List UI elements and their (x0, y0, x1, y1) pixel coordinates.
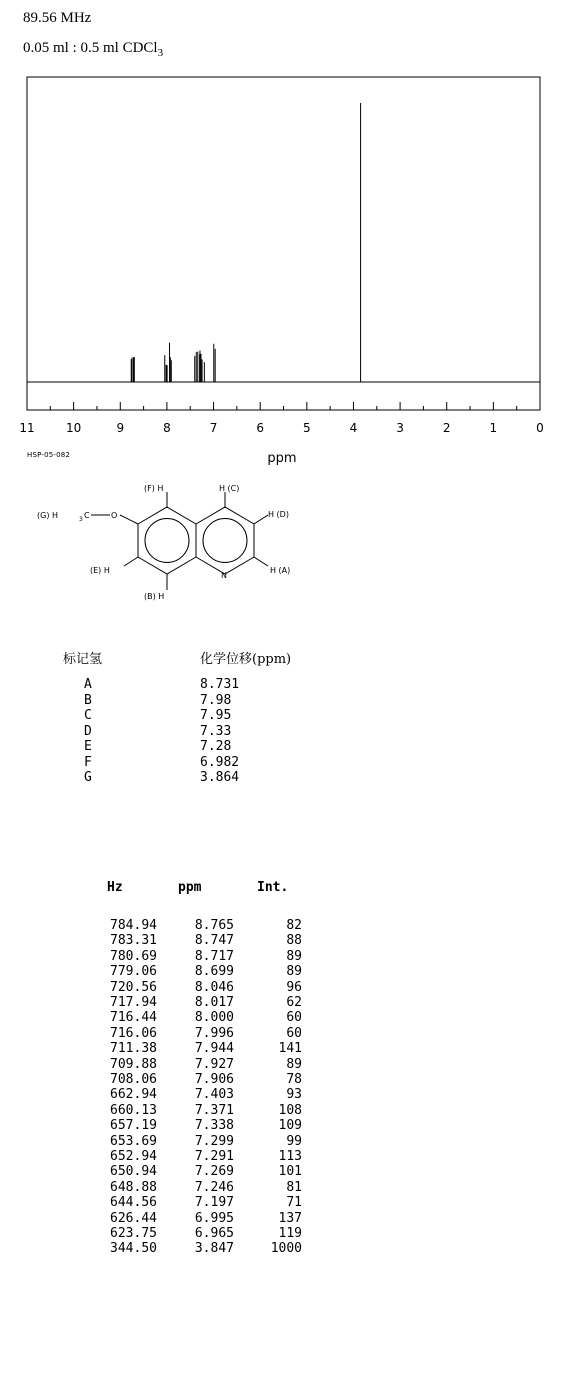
peak-ppm: 7.197 (194, 1195, 234, 1211)
assignment-header-shift: 化学位移(ppm) (200, 652, 292, 667)
benzene-ring (138, 507, 196, 574)
peak-ppm: 6.965 (194, 1226, 234, 1241)
label-n: N (221, 571, 227, 580)
table-row (0, 1226, 570, 1241)
peak-hz: 653.69 (110, 1133, 157, 1149)
table-row (0, 1087, 570, 1102)
table-row (0, 770, 570, 786)
peak-hz: 623.75 (110, 1226, 157, 1241)
x-tick-label: 5 (302, 421, 311, 435)
table-row (0, 1057, 570, 1072)
label-e: (E) H (90, 566, 110, 575)
table-row (0, 995, 570, 1010)
peak-ppm: 8.717 (194, 948, 234, 964)
hydrogen-label: E (84, 739, 92, 754)
peak-ppm: 7.246 (194, 1179, 234, 1195)
peaks-group (27, 103, 540, 382)
table-row (0, 708, 570, 724)
peak-hz: 709.88 (110, 1056, 157, 1072)
hydrogen-label: G (84, 770, 92, 785)
peak-ppm: 7.906 (194, 1072, 234, 1087)
peak-header-hz: Hz (107, 880, 123, 895)
label-c: H (C) (219, 484, 240, 493)
table-row (0, 1118, 570, 1133)
peak-hz: 660.13 (110, 1102, 157, 1118)
solvent-label (23, 40, 163, 59)
x-tick-label: 10 (65, 421, 82, 435)
peak-ppm: 7.944 (194, 1041, 234, 1057)
label-b: (B) H (144, 592, 165, 601)
molecule-structure (0, 478, 330, 638)
peak-intensity: 101 (278, 1164, 302, 1180)
peak-intensity: 113 (278, 1149, 302, 1164)
x-tick-label: 4 (349, 421, 358, 435)
peak-header-ppm: ppm (178, 880, 202, 895)
peak-ppm: 6.995 (194, 1210, 234, 1226)
spectrum-code: HSP-05-082 (27, 451, 71, 459)
peak-intensity: 78 (286, 1072, 302, 1087)
peak-intensity: 81 (286, 1179, 302, 1195)
label-d: H (D) (268, 510, 289, 519)
hydrogen-label: B (84, 692, 92, 708)
x-tick-label: 7 (209, 421, 218, 435)
peak-hz: 652.94 (110, 1149, 157, 1164)
peak-ppm: 7.403 (194, 1087, 234, 1103)
chemical-shift: 7.95 (200, 708, 232, 723)
peak-ppm: 8.747 (194, 933, 234, 949)
peak-intensity: 89 (286, 948, 302, 964)
peak-ppm: 3.847 (194, 1241, 234, 1257)
table-row (0, 1241, 570, 1256)
peak-hz: 648.88 (110, 1179, 157, 1195)
table-row (0, 964, 570, 979)
label-g-sub: 3 (79, 516, 83, 523)
table-row (0, 980, 570, 995)
solvent-subscript: 3 (157, 47, 164, 59)
nmr-spectrum-chart (0, 70, 570, 470)
peak-hz: 717.94 (110, 995, 157, 1010)
peak-hz: 344.50 (110, 1241, 157, 1257)
bond-e (124, 557, 138, 566)
peak-hz: 708.06 (110, 1072, 157, 1087)
bond-o-ring (120, 515, 138, 524)
table-row (0, 949, 570, 964)
peak-intensity: 62 (286, 995, 302, 1010)
peak-intensity: 108 (278, 1102, 302, 1118)
label-f: (F) H (144, 484, 164, 493)
peak-intensity: 109 (278, 1118, 302, 1134)
x-axis-ticks (19, 402, 543, 435)
peak-hz: 716.06 (110, 1025, 157, 1041)
aromatic-circle-right (203, 519, 247, 563)
table-row (0, 1041, 570, 1056)
x-tick-label: 1 (489, 421, 498, 435)
peak-intensity: 71 (286, 1195, 302, 1211)
peak-intensity: 89 (286, 1056, 302, 1072)
hydrogen-label: F (84, 754, 92, 770)
peak-ppm: 8.000 (194, 1010, 234, 1026)
table-row (0, 1195, 570, 1210)
peak-ppm: 7.291 (194, 1149, 234, 1164)
hydrogen-label: A (84, 677, 92, 692)
bond-a (254, 557, 268, 566)
peak-intensity: 96 (286, 979, 302, 995)
peak-ppm: 7.996 (194, 1025, 234, 1041)
peak-hz: 711.38 (110, 1041, 157, 1057)
table-row (0, 1103, 570, 1118)
label-g: (G) H (37, 511, 58, 520)
solvent-text: 0.05 ml : 0.5 ml CDCl (23, 40, 158, 56)
peak-intensity: 60 (286, 1025, 302, 1041)
peak-intensity: 82 (286, 918, 302, 933)
chemical-shift: 3.864 (200, 770, 240, 785)
chemical-shift: 7.98 (200, 692, 232, 708)
peak-ppm: 7.299 (194, 1133, 234, 1149)
table-row (0, 918, 570, 933)
x-axis-label: ppm (267, 451, 297, 466)
plot-frame (27, 77, 540, 410)
table-row (0, 1149, 570, 1164)
label-o: O (111, 511, 118, 520)
peak-hz: 650.94 (110, 1164, 157, 1180)
x-tick-label: 2 (442, 421, 451, 435)
peak-hz: 644.56 (110, 1195, 157, 1211)
chemical-shift: 7.33 (200, 723, 232, 739)
peak-ppm: 8.017 (194, 995, 234, 1010)
assignment-header-label: 标记氢 (63, 652, 103, 667)
peak-intensity: 141 (278, 1041, 302, 1057)
x-tick-label: 0 (536, 421, 544, 435)
table-row (0, 1211, 570, 1226)
x-tick-label: 6 (256, 421, 265, 435)
peak-ppm: 8.046 (194, 979, 234, 995)
peak-hz: 783.31 (110, 933, 157, 949)
table-row (0, 677, 570, 693)
x-tick-label: 11 (19, 421, 35, 435)
peak-ppm: 7.927 (194, 1056, 234, 1072)
table-row (0, 1134, 570, 1149)
chemical-shift: 8.731 (200, 677, 240, 692)
peak-intensity: 1000 (270, 1241, 302, 1257)
table-row (0, 755, 570, 771)
table-row (0, 1072, 570, 1087)
peak-hz: 662.94 (110, 1087, 157, 1103)
peak-intensity: 99 (286, 1133, 302, 1149)
table-row (0, 1180, 570, 1195)
hydrogen-label: D (84, 723, 92, 739)
table-row (0, 1026, 570, 1041)
peak-hz: 720.56 (110, 979, 157, 995)
table-row (0, 933, 570, 948)
bond-d (254, 515, 268, 524)
table-row (0, 724, 570, 740)
x-tick-label: 9 (116, 421, 125, 435)
peak-intensity: 89 (286, 964, 302, 980)
peak-hz: 784.94 (110, 918, 157, 933)
peak-intensity: 60 (286, 1010, 302, 1026)
peak-ppm: 7.371 (194, 1102, 234, 1118)
peak-ppm: 8.699 (194, 964, 234, 980)
table-row (0, 739, 570, 755)
frequency-label: 89.56 MHz (23, 10, 92, 26)
peak-hz: 657.19 (110, 1118, 157, 1134)
table-row (0, 1010, 570, 1025)
peak-header-int: Int. (257, 880, 289, 895)
aromatic-circle-left (145, 519, 189, 563)
peak-intensity: 93 (286, 1087, 302, 1103)
peak-hz: 780.69 (110, 948, 157, 964)
peak-ppm: 7.269 (194, 1164, 234, 1180)
peak-hz: 626.44 (110, 1210, 157, 1226)
pyridine-ring (196, 507, 254, 574)
label-a: H (A) (270, 566, 291, 575)
chemical-shift: 7.28 (200, 739, 232, 754)
peak-ppm: 8.765 (194, 918, 234, 933)
peak-intensity: 137 (278, 1210, 302, 1226)
chemical-shift: 6.982 (200, 754, 240, 770)
x-tick-label: 3 (396, 421, 404, 435)
table-row (0, 1164, 570, 1179)
label-g-c: C (84, 511, 90, 520)
x-tick-label: 8 (163, 421, 171, 435)
peak-hz: 779.06 (110, 964, 157, 980)
peak-hz: 716.44 (110, 1010, 157, 1026)
peak-ppm: 7.338 (194, 1118, 234, 1134)
peak-intensity: 119 (278, 1226, 302, 1241)
peak-intensity: 88 (286, 933, 302, 949)
table-row (0, 693, 570, 709)
hydrogen-label: C (84, 708, 92, 723)
